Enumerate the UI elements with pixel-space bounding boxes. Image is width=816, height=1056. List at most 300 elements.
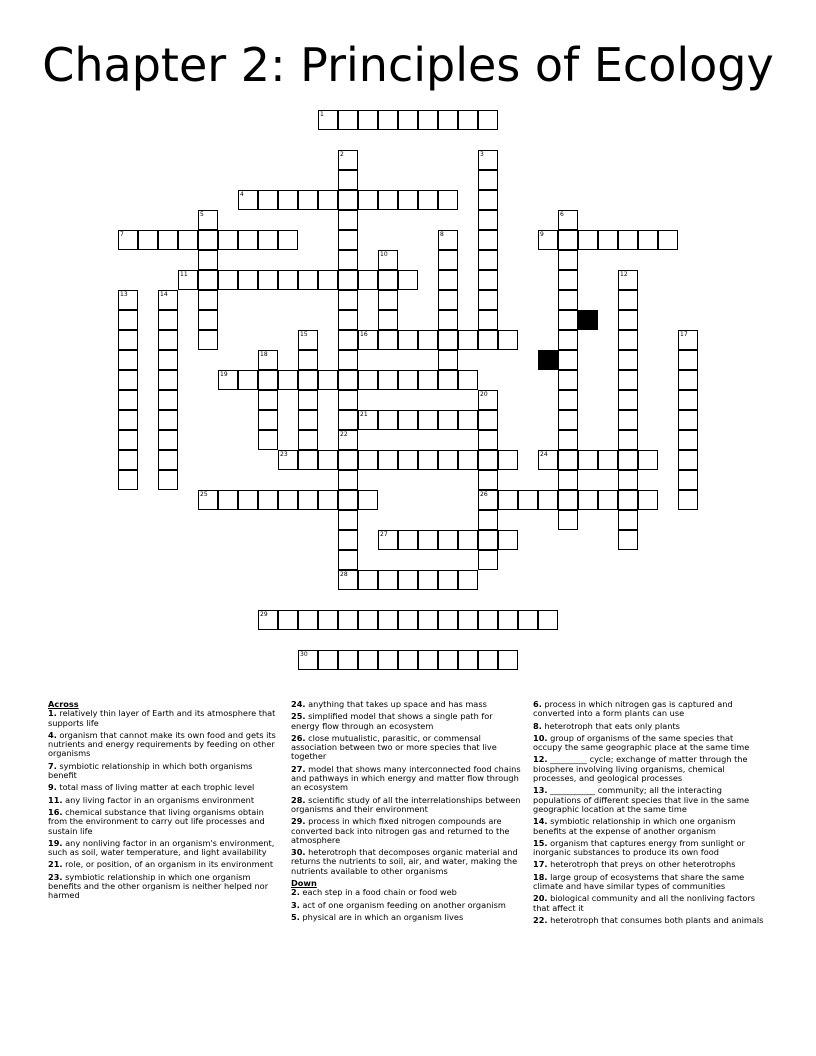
grid-cell[interactable] (118, 370, 138, 390)
grid-cell[interactable] (238, 270, 258, 290)
grid-cell[interactable] (478, 210, 498, 230)
clue-item-number: 18. (533, 871, 548, 882)
grid-cell[interactable] (478, 490, 498, 510)
grid-cell[interactable] (618, 510, 638, 530)
grid-cell[interactable] (358, 570, 378, 590)
grid-cell[interactable] (258, 350, 278, 370)
grid-cell[interactable] (158, 470, 178, 490)
grid-cell[interactable] (558, 490, 578, 510)
grid-cell[interactable] (498, 650, 518, 670)
clue-number: 2 (340, 151, 344, 158)
clue-item-text: heterotroph that consumes both plants and animals (547, 914, 764, 925)
grid-cell[interactable] (338, 470, 358, 490)
clue-number: 17 (680, 331, 688, 338)
grid-cell[interactable] (478, 610, 498, 630)
grid-cell[interactable] (478, 510, 498, 530)
grid-cell[interactable] (638, 450, 658, 470)
grid-block (538, 350, 558, 370)
clue-item (291, 888, 521, 897)
grid-cell[interactable] (298, 650, 318, 670)
grid-cell[interactable] (478, 190, 498, 210)
clue-item-text: large group of ecosystems that share the same climate and have similar types of communities (533, 871, 745, 892)
grid-cell[interactable] (198, 330, 218, 350)
grid-cell[interactable] (298, 390, 318, 410)
grid-cell[interactable] (338, 570, 358, 590)
grid-cell[interactable] (338, 410, 358, 430)
grid-cell[interactable] (218, 370, 238, 390)
grid-cell[interactable] (578, 230, 598, 250)
grid-cell[interactable] (318, 270, 338, 290)
grid-cell[interactable] (118, 330, 138, 350)
grid-cell[interactable] (338, 390, 358, 410)
grid-cell[interactable] (438, 190, 458, 210)
grid-cell[interactable] (538, 490, 558, 510)
grid-cell[interactable] (198, 250, 218, 270)
clue-number: 30 (300, 651, 308, 658)
grid-cell[interactable] (118, 290, 138, 310)
grid-cell[interactable] (478, 390, 498, 410)
grid-cell[interactable] (678, 470, 698, 490)
grid-cell[interactable] (438, 330, 458, 350)
grid-cell[interactable] (338, 190, 358, 210)
grid-cell[interactable] (598, 490, 618, 510)
grid-cell[interactable] (298, 370, 318, 390)
clue-item-text: biological community and all the nonliving factors that affect it (533, 893, 756, 913)
clue-item-text: symbiotic relationship in which one organism benefits and the other organism is neither helped nor harmed (48, 871, 269, 901)
grid-cell[interactable] (358, 410, 378, 430)
grid-cell[interactable] (678, 370, 698, 390)
grid-cell[interactable] (418, 410, 438, 430)
clue-number: 5 (200, 211, 204, 218)
grid-cell[interactable] (478, 310, 498, 330)
clue-item (291, 913, 521, 922)
grid-cell[interactable] (558, 370, 578, 390)
grid-cell[interactable] (618, 450, 638, 470)
grid-cell[interactable] (678, 350, 698, 370)
grid-cell[interactable] (158, 430, 178, 450)
grid-cell[interactable] (458, 110, 478, 130)
grid-cell[interactable] (378, 410, 398, 430)
grid-cell[interactable] (558, 270, 578, 290)
clue-item (291, 901, 521, 910)
grid-cell[interactable] (538, 610, 558, 630)
page-title: Chapter 2: Principles of Ecology (42, 38, 774, 92)
grid-cell[interactable] (378, 530, 398, 550)
clue-item-text: any living factor in an organisms environment (62, 794, 255, 805)
grid-cell[interactable] (358, 650, 378, 670)
grid-cell[interactable] (438, 370, 458, 390)
grid-cell[interactable] (258, 270, 278, 290)
grid-cell[interactable] (218, 270, 238, 290)
grid-cell[interactable] (398, 450, 418, 470)
grid-cell[interactable] (338, 650, 358, 670)
grid-cell[interactable] (278, 370, 298, 390)
grid-cell[interactable] (378, 190, 398, 210)
grid-cell[interactable] (478, 410, 498, 430)
grid-cell[interactable] (378, 290, 398, 310)
grid-cell[interactable] (338, 610, 358, 630)
grid-cell[interactable] (438, 650, 458, 670)
grid-cell[interactable] (558, 510, 578, 530)
clue-item-number: 12. (533, 754, 548, 765)
grid-cell[interactable] (158, 390, 178, 410)
grid-cell[interactable] (258, 230, 278, 250)
clues-section-header: Down (291, 878, 317, 889)
grid-cell[interactable] (258, 490, 278, 510)
clue-item-text: simplified model that shows a single path for energy flow through an ecosystem (291, 711, 493, 731)
grid-cell[interactable] (158, 230, 178, 250)
grid-cell[interactable] (618, 350, 638, 370)
grid-cell[interactable] (478, 450, 498, 470)
clue-item-number: 15. (533, 837, 548, 848)
grid-cell[interactable] (318, 450, 338, 470)
grid-cell[interactable] (258, 410, 278, 430)
clue-item (533, 817, 765, 836)
grid-cell[interactable] (318, 610, 338, 630)
grid-cell[interactable] (378, 570, 398, 590)
clue-number: 29 (260, 611, 268, 618)
grid-cell[interactable] (198, 210, 218, 230)
grid-cell[interactable] (438, 290, 458, 310)
grid-cell[interactable] (298, 490, 318, 510)
clue-item (48, 709, 278, 728)
grid-cell[interactable] (438, 570, 458, 590)
grid-cell[interactable] (198, 490, 218, 510)
grid-cell[interactable] (458, 530, 478, 550)
grid-cell[interactable] (498, 330, 518, 350)
grid-cell[interactable] (558, 450, 578, 470)
grid-cell[interactable] (278, 190, 298, 210)
clue-item-text: physical are in which an organism lives (299, 911, 464, 922)
grid-cell[interactable] (438, 230, 458, 250)
grid-cell[interactable] (598, 450, 618, 470)
grid-cell[interactable] (298, 450, 318, 470)
grid-cell[interactable] (438, 610, 458, 630)
grid-cell[interactable] (678, 450, 698, 470)
grid-cell[interactable] (338, 150, 358, 170)
grid-cell[interactable] (438, 350, 458, 370)
grid-cell[interactable] (618, 490, 638, 510)
grid-cell[interactable] (678, 390, 698, 410)
grid-cell[interactable] (638, 230, 658, 250)
grid-cell[interactable] (478, 550, 498, 570)
grid-cell[interactable] (338, 550, 358, 570)
grid-cell[interactable] (438, 270, 458, 290)
grid-cell[interactable] (338, 370, 358, 390)
grid-cell[interactable] (238, 230, 258, 250)
grid-cell[interactable] (318, 490, 338, 510)
grid-cell[interactable] (398, 650, 418, 670)
grid-cell[interactable] (478, 470, 498, 490)
grid-cell[interactable] (258, 390, 278, 410)
grid-cell[interactable] (458, 410, 478, 430)
grid-cell[interactable] (118, 310, 138, 330)
grid-cell[interactable] (378, 330, 398, 350)
clue-item-number: 13. (533, 785, 548, 796)
grid-cell[interactable] (478, 530, 498, 550)
grid-cell[interactable] (318, 370, 338, 390)
grid-cell[interactable] (418, 650, 438, 670)
grid-cell[interactable] (118, 350, 138, 370)
grid-cell[interactable] (478, 270, 498, 290)
grid-cell[interactable] (338, 110, 358, 130)
grid-cell[interactable] (618, 390, 638, 410)
grid-cell[interactable] (418, 610, 438, 630)
grid-cell[interactable] (558, 350, 578, 370)
grid-cell[interactable] (578, 450, 598, 470)
grid-cell[interactable] (118, 410, 138, 430)
grid-cell[interactable] (398, 570, 418, 590)
grid-cell[interactable] (178, 230, 198, 250)
grid-cell[interactable] (458, 610, 478, 630)
grid-cell[interactable] (198, 290, 218, 310)
grid-cell[interactable] (298, 270, 318, 290)
grid-cell[interactable] (618, 330, 638, 350)
grid-cell[interactable] (338, 230, 358, 250)
clue-item (533, 786, 765, 814)
grid-cell[interactable] (478, 170, 498, 190)
grid-cell[interactable] (258, 370, 278, 390)
grid-cell[interactable] (158, 310, 178, 330)
grid-cell[interactable] (338, 430, 358, 450)
clue-number: 3 (480, 151, 484, 158)
grid-cell[interactable] (438, 310, 458, 330)
clue-number: 18 (260, 351, 268, 358)
grid-cell[interactable] (118, 430, 138, 450)
grid-cell[interactable] (558, 390, 578, 410)
grid-cell[interactable] (158, 290, 178, 310)
grid-cell[interactable] (198, 310, 218, 330)
grid-cell[interactable] (158, 410, 178, 430)
grid-cell[interactable] (258, 610, 278, 630)
grid-cell[interactable] (258, 430, 278, 450)
grid-cell[interactable] (458, 650, 478, 670)
grid-cell[interactable] (118, 390, 138, 410)
grid-cell[interactable] (558, 250, 578, 270)
grid-cell[interactable] (478, 330, 498, 350)
grid-cell[interactable] (298, 610, 318, 630)
grid-cell[interactable] (118, 470, 138, 490)
clue-item-text: scientific study of all the interrelationships between organisms and their environment (291, 794, 521, 814)
grid-cell[interactable] (338, 210, 358, 230)
grid-cell[interactable] (138, 230, 158, 250)
grid-cell[interactable] (618, 270, 638, 290)
grid-cell[interactable] (398, 410, 418, 430)
grid-cell[interactable] (378, 110, 398, 130)
grid-cell[interactable] (378, 450, 398, 470)
grid-cell[interactable] (398, 370, 418, 390)
grid-cell[interactable] (278, 230, 298, 250)
grid-cell[interactable] (158, 370, 178, 390)
clue-item (291, 700, 521, 709)
grid-cell[interactable] (338, 450, 358, 470)
grid-cell[interactable] (478, 430, 498, 450)
grid-cell[interactable] (158, 330, 178, 350)
grid-cell[interactable] (338, 170, 358, 190)
grid-cell[interactable] (298, 410, 318, 430)
clue-item-number: 23. (48, 871, 63, 882)
grid-cell[interactable] (338, 350, 358, 370)
grid-cell[interactable] (618, 230, 638, 250)
grid-cell[interactable] (178, 270, 198, 290)
grid-cell[interactable] (558, 470, 578, 490)
grid-cell[interactable] (398, 530, 418, 550)
grid-cell[interactable] (418, 330, 438, 350)
grid-cell[interactable] (398, 330, 418, 350)
grid-cell[interactable] (378, 250, 398, 270)
grid-cell[interactable] (678, 430, 698, 450)
grid-cell[interactable] (498, 490, 518, 510)
grid-cell[interactable] (678, 490, 698, 510)
grid-cell[interactable] (218, 230, 238, 250)
grid-cell[interactable] (498, 610, 518, 630)
clue-item-number: 14. (533, 816, 548, 827)
grid-cell[interactable] (418, 110, 438, 130)
grid-cell[interactable] (338, 510, 358, 530)
grid-cell[interactable] (438, 450, 458, 470)
grid-cell[interactable] (478, 110, 498, 130)
grid-cell[interactable] (478, 150, 498, 170)
clue-number: 24 (540, 451, 548, 458)
grid-cell[interactable] (618, 430, 638, 450)
grid-cell[interactable] (618, 470, 638, 490)
grid-cell[interactable] (338, 250, 358, 270)
grid-cell[interactable] (558, 210, 578, 230)
grid-cell[interactable] (478, 290, 498, 310)
clue-item-text: close mutualistic, parasitic, or commensal association between two or more species that live together (291, 732, 497, 762)
grid-cell[interactable] (378, 270, 398, 290)
clue-item (48, 796, 278, 805)
grid-cell[interactable] (378, 310, 398, 330)
grid-cell[interactable] (378, 610, 398, 630)
grid-cell[interactable] (658, 230, 678, 250)
grid-cell[interactable] (518, 490, 538, 510)
grid-cell[interactable] (258, 190, 278, 210)
grid-cell[interactable] (158, 450, 178, 470)
grid-cell[interactable] (298, 330, 318, 350)
grid-cell[interactable] (578, 490, 598, 510)
grid-cell[interactable] (398, 610, 418, 630)
grid-cell[interactable] (318, 190, 338, 210)
grid-cell[interactable] (318, 650, 338, 670)
grid-cell[interactable] (318, 110, 338, 130)
grid-cell[interactable] (378, 370, 398, 390)
grid-cell[interactable] (418, 450, 438, 470)
grid-cell[interactable] (118, 450, 138, 470)
grid-cell[interactable] (398, 110, 418, 130)
grid-cell[interactable] (538, 450, 558, 470)
grid-cell[interactable] (638, 490, 658, 510)
grid-cell[interactable] (358, 370, 378, 390)
grid-cell[interactable] (558, 230, 578, 250)
grid-cell[interactable] (398, 190, 418, 210)
grid-cell[interactable] (538, 230, 558, 250)
clue-item-text: total mass of living matter at each trophic level (56, 782, 255, 793)
grid-cell[interactable] (278, 610, 298, 630)
grid-cell[interactable] (378, 650, 398, 670)
grid-cell[interactable] (418, 530, 438, 550)
grid-cell[interactable] (358, 330, 378, 350)
grid-cell[interactable] (238, 190, 258, 210)
grid-cell[interactable] (618, 410, 638, 430)
grid-cell[interactable] (358, 190, 378, 210)
grid-cell[interactable] (598, 230, 618, 250)
grid-cell[interactable] (478, 650, 498, 670)
grid-cell[interactable] (338, 270, 358, 290)
grid-cell[interactable] (558, 330, 578, 350)
grid-cell[interactable] (218, 490, 238, 510)
grid-cell[interactable] (158, 350, 178, 370)
grid-cell[interactable] (438, 250, 458, 270)
grid-cell[interactable] (338, 290, 358, 310)
grid-cell[interactable] (438, 530, 458, 550)
grid-cell[interactable] (198, 270, 218, 290)
grid-cell[interactable] (438, 410, 458, 430)
clues-column-3 (533, 700, 765, 928)
grid-cell[interactable] (418, 570, 438, 590)
grid-cell[interactable] (518, 610, 538, 630)
grid-cell[interactable] (678, 410, 698, 430)
grid-cell[interactable] (298, 190, 318, 210)
grid-cell[interactable] (478, 230, 498, 250)
clue-item (533, 873, 765, 892)
clue-number: 12 (620, 271, 628, 278)
grid-cell[interactable] (358, 270, 378, 290)
grid-cell[interactable] (618, 290, 638, 310)
grid-cell[interactable] (358, 610, 378, 630)
grid-cell[interactable] (458, 330, 478, 350)
grid-cell[interactable] (358, 450, 378, 470)
grid-cell[interactable] (298, 430, 318, 450)
grid-cell[interactable] (618, 530, 638, 550)
grid-cell[interactable] (678, 330, 698, 350)
grid-cell[interactable] (498, 450, 518, 470)
grid-cell[interactable] (458, 370, 478, 390)
grid-cell[interactable] (278, 490, 298, 510)
grid-cell[interactable] (278, 450, 298, 470)
grid-cell[interactable] (558, 410, 578, 430)
grid-cell[interactable] (438, 110, 458, 130)
grid-cell[interactable] (458, 450, 478, 470)
grid-cell[interactable] (398, 270, 418, 290)
grid-cell[interactable] (358, 490, 378, 510)
grid-cell[interactable] (478, 250, 498, 270)
grid-cell[interactable] (118, 230, 138, 250)
grid-cell[interactable] (238, 370, 258, 390)
grid-cell[interactable] (418, 370, 438, 390)
grid-cell[interactable] (358, 110, 378, 130)
clue-item-number: 5. (291, 911, 300, 922)
clue-item-number: 27. (291, 763, 306, 774)
grid-cell[interactable] (238, 490, 258, 510)
grid-cell[interactable] (278, 270, 298, 290)
grid-cell[interactable] (338, 530, 358, 550)
grid-cell[interactable] (298, 350, 318, 370)
grid-cell[interactable] (418, 190, 438, 210)
grid-cell[interactable] (618, 370, 638, 390)
grid-cell[interactable] (558, 430, 578, 450)
grid-cell[interactable] (618, 310, 638, 330)
grid-cell[interactable] (558, 310, 578, 330)
grid-cell[interactable] (198, 230, 218, 250)
clue-item-number: 25. (291, 711, 306, 722)
grid-cell[interactable] (458, 570, 478, 590)
grid-cell[interactable] (338, 490, 358, 510)
grid-cell[interactable] (498, 530, 518, 550)
grid-cell[interactable] (338, 330, 358, 350)
grid-cell[interactable] (558, 290, 578, 310)
grid-cell[interactable] (338, 310, 358, 330)
